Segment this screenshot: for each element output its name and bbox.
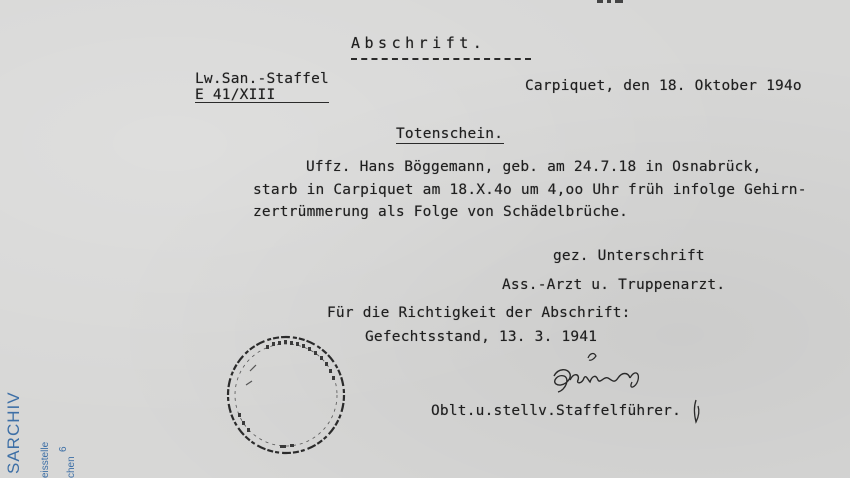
archive-stamp-line-2: eisstelle (40, 441, 51, 478)
official-round-stamp (222, 331, 350, 459)
archive-stamp-line-4: chen (66, 456, 77, 478)
ink-mark (597, 0, 637, 4)
archive-stamp-text: SARCHIV (4, 391, 23, 474)
handwritten-signature (548, 350, 658, 396)
body-line-1: Uffz. Hans Böggemann, geb. am 24.7.18 in Osnabrück, (306, 159, 762, 175)
unit-name: Lw.San.-Staffel (195, 71, 329, 87)
archive-stamp-line-3: 6 (58, 446, 69, 452)
certificate-title: Totenschein. (396, 126, 504, 142)
body-line-2: starb in Carpiquet am 18.X.4o um 4,oo Uhr früh infolge Gehirn- (253, 182, 807, 198)
signed-line: gez. Unterschrift (553, 248, 705, 264)
heading-underline (351, 58, 531, 60)
command-post-date: Gefechtsstand, 13. 3. 1941 (365, 329, 598, 345)
document-heading: Abschrift. (351, 34, 487, 52)
place-date: Carpiquet, den 18. Oktober 194o (525, 78, 802, 94)
title-underline (396, 143, 504, 144)
unit-underline (195, 102, 329, 103)
body-line-3: zertrümmerung als Folge von Schädelbrüche. (253, 204, 629, 220)
certification-line: Für die Richtigkeit der Abschrift: (327, 305, 631, 321)
signer-role: Ass.-Arzt u. Truppenarzt. (502, 277, 726, 293)
unit-code: E 41/XIII (195, 87, 276, 103)
officer-role: Oblt.u.stellv.Staffelführer. (431, 403, 682, 419)
signature-flourish (688, 398, 704, 426)
